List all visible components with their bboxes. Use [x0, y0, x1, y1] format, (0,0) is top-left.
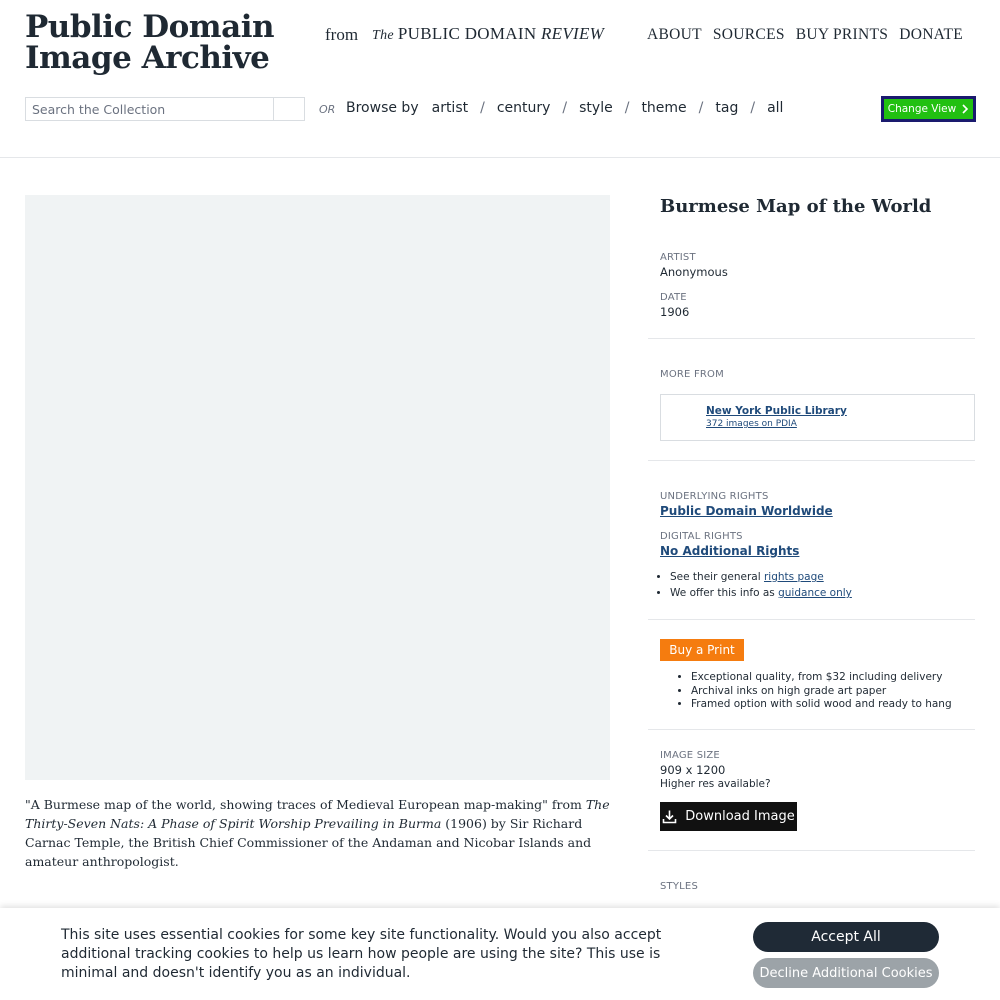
sidebar-divider	[648, 729, 975, 730]
separator: /	[750, 100, 756, 116]
chevron-right-icon	[962, 104, 969, 114]
browse-by-label: Browse by	[346, 100, 419, 116]
search-button[interactable]	[273, 98, 304, 120]
separator: /	[624, 100, 630, 116]
image-size-label: IMAGE SIZE	[660, 750, 720, 761]
logo-main: PUBLIC DOMAIN	[397, 24, 537, 43]
nav-sources[interactable]: SOURCES	[712, 26, 785, 43]
browse-all[interactable]: all	[767, 100, 784, 116]
source-card[interactable]	[660, 394, 975, 441]
cookie-banner	[0, 908, 1000, 1000]
higher-res-link[interactable]: Higher res available?	[660, 778, 771, 790]
more-from-label: MORE FROM	[660, 369, 724, 380]
public-domain-review-logo[interactable]	[372, 24, 604, 44]
buy-print-button[interactable]: Buy a Print	[660, 639, 744, 661]
sidebar-divider	[648, 460, 975, 461]
cookie-message: This site uses essential cookies for some key site functionality. Would you also accept additional tracking cookies to help us learn how people are using the site? This use is minimal and doesn't identify you as an individual.	[61, 927, 662, 981]
logo-the: The	[372, 28, 394, 43]
artist-value[interactable]: Anonymous	[660, 265, 728, 279]
separator: /	[698, 100, 704, 116]
or-label: OR	[319, 103, 336, 116]
decline-cookies-button[interactable]: Decline Additional Cookies	[753, 958, 939, 988]
list-item	[670, 585, 972, 601]
sidebar-divider	[648, 338, 975, 339]
browse-by-nav	[346, 100, 783, 116]
nav-about[interactable]: ABOUT	[647, 26, 702, 43]
download-icon	[662, 809, 677, 824]
caption-book-title: The Thirty-Seven Nats: A Phase of Spirit Worship Prevailing in Burma	[25, 797, 610, 831]
source-count-link[interactable]: 372 images on PDIA	[706, 419, 797, 429]
search-input[interactable]	[26, 98, 273, 120]
image-size-value: 909 x 1200	[660, 763, 726, 777]
browse-century[interactable]: century	[496, 100, 551, 116]
top-nav	[647, 26, 963, 44]
separator: /	[480, 100, 485, 116]
from-label: from	[325, 25, 359, 44]
nav-donate[interactable]: DONATE	[899, 26, 963, 43]
artwork-caption	[25, 795, 610, 871]
site-title[interactable]: Public Domain Image Archive	[25, 9, 275, 76]
digital-rights-link[interactable]: No Additional Rights	[660, 544, 800, 558]
browse-theme[interactable]: theme	[641, 100, 687, 116]
rights-notes	[652, 569, 972, 601]
artwork-title: Burmese Map of the World	[660, 196, 932, 217]
list-item: • Framed option with solid wood and ready to hang	[691, 698, 975, 712]
change-view-label: Change View	[887, 103, 957, 115]
date-label: DATE	[660, 292, 687, 303]
underlying-rights-label: UNDERLYING RIGHTS	[660, 491, 769, 502]
artwork-image[interactable]	[25, 195, 610, 780]
rights-note-text: We offer this info as	[670, 587, 779, 599]
download-label: Download Image	[685, 809, 795, 824]
caption-quote: "A Burmese map of the world, showing traces of Medieval European map-making" from	[25, 797, 586, 812]
caption-rest: (1906) by Sir Richard Carnac Temple, the British Chief Commissioner of the Andaman and Nicobar Islands and amateur anthropologist.	[25, 816, 592, 869]
source-name-link[interactable]: New York Public Library	[706, 405, 847, 417]
rights-page-link[interactable]: rights page	[763, 571, 824, 583]
download-image-button[interactable]	[660, 802, 797, 831]
nav-buy-prints[interactable]: BUY PRINTS	[795, 26, 889, 43]
artist-label: ARTIST	[660, 252, 696, 263]
list-item	[670, 569, 972, 585]
print-features	[661, 671, 975, 712]
guidance-only-link[interactable]: guidance only	[778, 587, 852, 599]
underlying-rights-link[interactable]: Public Domain Worldwide	[660, 504, 833, 518]
sidebar-divider	[648, 619, 975, 620]
browse-tag[interactable]: tag	[715, 100, 739, 116]
logo-review: REVIEW	[540, 24, 605, 43]
list-item: • Exceptional quality, from $32 including delivery	[691, 671, 975, 685]
rights-note-text: See their general	[670, 571, 764, 583]
change-view-button[interactable]	[882, 97, 975, 121]
styles-label: STYLES	[660, 881, 699, 892]
separator: /	[562, 100, 568, 116]
date-value[interactable]: 1906	[660, 305, 690, 319]
browse-artist[interactable]: artist	[431, 100, 469, 116]
accept-all-button[interactable]: Accept All	[753, 922, 939, 952]
browse-style[interactable]: style	[579, 100, 613, 116]
digital-rights-label: DIGITAL RIGHTS	[660, 531, 743, 542]
search-bar	[25, 97, 305, 121]
sidebar-divider	[648, 850, 975, 851]
header-divider	[0, 157, 1000, 158]
list-item: • Archival inks on high grade art paper	[691, 685, 975, 699]
